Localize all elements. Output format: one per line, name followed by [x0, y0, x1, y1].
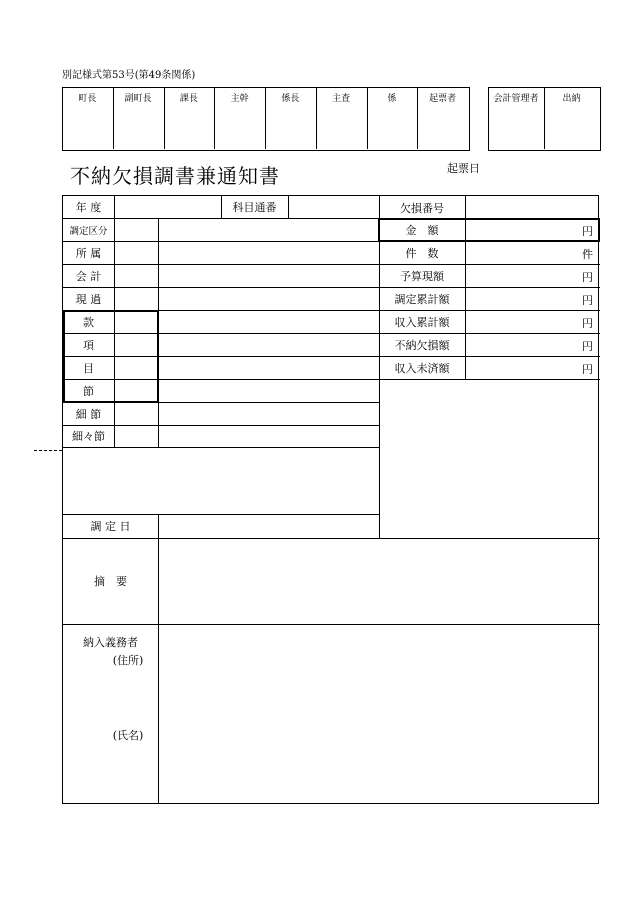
assessment-date-label: 調 定 日 [90, 520, 131, 533]
unit-label: 円 [582, 363, 593, 376]
taxpayer-label: 納入義務者 [83, 636, 138, 649]
unit-label: 円 [582, 294, 593, 307]
unit-label: 円 [582, 340, 593, 353]
unit-label: 件 [582, 248, 593, 261]
subject-number-label: 科目通番 [232, 201, 277, 214]
summary-field-label: 調定累計額 [394, 292, 450, 306]
stamp-header: 町長 [78, 94, 97, 104]
summary-field-label: 件 数 [405, 246, 439, 260]
ko-label: 項 [83, 338, 94, 352]
issue-date-label: 起票日 [447, 162, 480, 175]
fiscal-year-label: 年 度 [75, 201, 102, 214]
summary-field-label: 収入未済額 [394, 361, 450, 375]
sub-section-label: 細 節 [75, 407, 102, 421]
stamp-header: 主幹 [230, 94, 249, 104]
stamp-header: 副町長 [124, 94, 152, 104]
stamp-header: 係長 [281, 94, 300, 104]
summary-field-label: 金 額 [405, 223, 439, 237]
summary-field-label: 予算現額 [400, 269, 444, 283]
stamp-header: 主査 [332, 94, 351, 104]
summary-label: 摘 要 [94, 575, 127, 588]
setsu-label: 節 [83, 384, 94, 398]
sub-sub-section-label: 細々節 [72, 430, 105, 443]
unit-label: 円 [582, 271, 593, 284]
current-past-label: 現 過 [75, 292, 102, 306]
stamp-header: 課長 [179, 94, 198, 104]
moku-label: 目 [83, 361, 94, 375]
document-title: 不納欠損調書兼通知書 [70, 164, 280, 188]
department-label: 所 属 [75, 246, 102, 260]
summary-field-label: 欠損番号 [400, 201, 444, 215]
summary-field-label: 収入累計額 [394, 315, 450, 329]
unit-label: 円 [582, 317, 593, 330]
assessment-type-label: 調定区分 [69, 225, 108, 237]
stamp-header: 会計管理者 [493, 94, 539, 104]
stamp-header: 係 [387, 94, 397, 104]
form-reference: 別記様式第53号(第49条関係) [62, 70, 196, 81]
form-table [62, 195, 599, 804]
name-label: (氏名) [112, 729, 144, 742]
summary-field-label: 不納欠損額 [394, 338, 450, 352]
account-label: 会 計 [75, 269, 102, 283]
fold-mark [34, 450, 62, 451]
address-label: (住所) [112, 654, 144, 667]
stamp-header: 起票者 [429, 94, 457, 104]
unit-label: 円 [582, 225, 593, 238]
stamp-header: 出納 [562, 94, 581, 104]
kan-label: 款 [83, 315, 94, 329]
